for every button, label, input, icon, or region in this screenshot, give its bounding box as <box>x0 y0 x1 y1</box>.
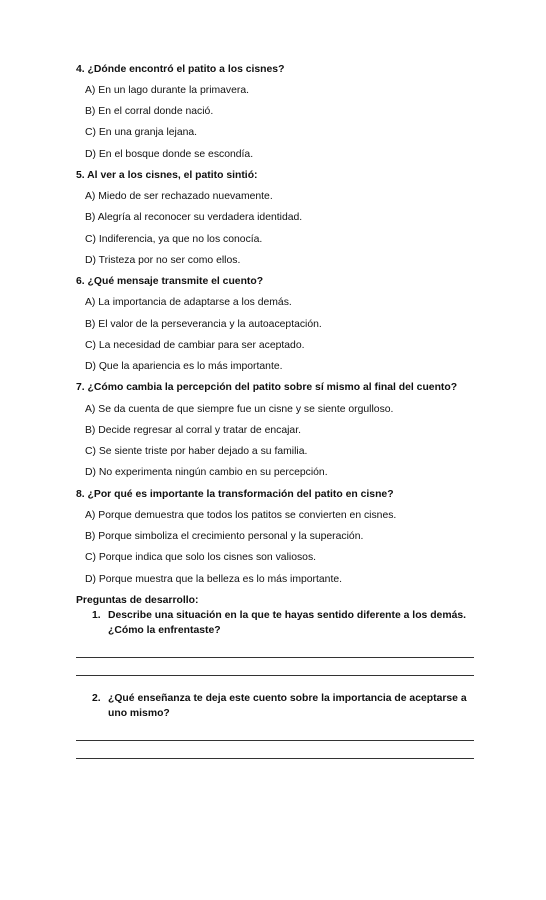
answer-line-2a[interactable] <box>76 740 474 741</box>
development-question-2 <box>92 691 488 721</box>
development-question-1-number: 1. <box>92 610 101 621</box>
question-4-title: 4. ¿Dónde encontró el patito a los cisnes? <box>76 64 285 75</box>
question-6-title: 6. ¿Qué mensaje transmite el cuento? <box>76 276 264 287</box>
question-5-title: 5. Al ver a los cisnes, el patito sintió: <box>76 170 258 181</box>
question-8-option-a: A) Porque demuestra que todos los patitos se convierten en cisnes. <box>85 510 397 521</box>
question-6-option-d: D) Que la apariencia es lo más importante. <box>85 361 283 372</box>
question-8-title: 8. ¿Por qué es importante la transformación del patito en cisne? <box>76 489 394 500</box>
question-7-option-c: C) Se siente triste por haber dejado a su familia. <box>85 446 308 457</box>
question-8-option-c: C) Porque indica que solo los cisnes son valiosos. <box>85 552 317 563</box>
question-7-title: 7. ¿Cómo cambia la percepción del patito sobre sí mismo al final del cuento? <box>76 382 458 393</box>
question-7-option-d: D) No experimenta ningún cambio en su percepción. <box>85 467 328 478</box>
question-8-option-d: D) Porque muestra que la belleza es lo más importante. <box>85 574 343 585</box>
development-question-2-number: 2. <box>92 693 101 704</box>
question-8-option-b: B) Porque simboliza el crecimiento personal y la superación. <box>85 531 364 542</box>
development-question-1 <box>92 608 488 638</box>
development-question-1-text: Describe una situación en la que te hayas sentido diferente a los demás. ¿Cómo la enfrentaste? <box>108 610 467 636</box>
question-4-option-a: A) En un lago durante la primavera. <box>85 85 250 96</box>
question-6-option-c: C) La necesidad de cambiar para ser aceptado. <box>85 340 305 351</box>
development-section-title: Preguntas de desarrollo: <box>76 595 199 606</box>
question-5-option-d: D) Tristeza por no ser como ellos. <box>85 255 241 266</box>
question-5-option-a: A) Miedo de ser rechazado nuevamente. <box>85 191 273 202</box>
question-4-option-d: D) En el bosque donde se escondía. <box>85 149 254 160</box>
question-5-option-c: C) Indiferencia, ya que no los conocía. <box>85 234 263 245</box>
answer-line-1b[interactable] <box>76 675 474 676</box>
question-6-option-b: B) El valor de la perseverancia y la autoaceptación. <box>85 319 322 330</box>
answer-line-2b[interactable] <box>76 758 474 759</box>
question-4-option-b: B) En el corral donde nació. <box>85 106 214 117</box>
development-question-2-text: ¿Qué enseñanza te deja este cuento sobre la importancia de aceptarse a uno mismo? <box>108 693 467 719</box>
question-7-option-b: B) Decide regresar al corral y tratar de encajar. <box>85 425 301 436</box>
answer-line-1a[interactable] <box>76 657 474 658</box>
question-5-option-b: B) Alegría al reconocer su verdadera identidad. <box>85 212 303 223</box>
question-4-option-c: C) En una granja lejana. <box>85 127 198 138</box>
question-6-option-a: A) La importancia de adaptarse a los demás. <box>85 297 292 308</box>
question-7-option-a: A) Se da cuenta de que siempre fue un cisne y se siente orgulloso. <box>85 404 394 415</box>
